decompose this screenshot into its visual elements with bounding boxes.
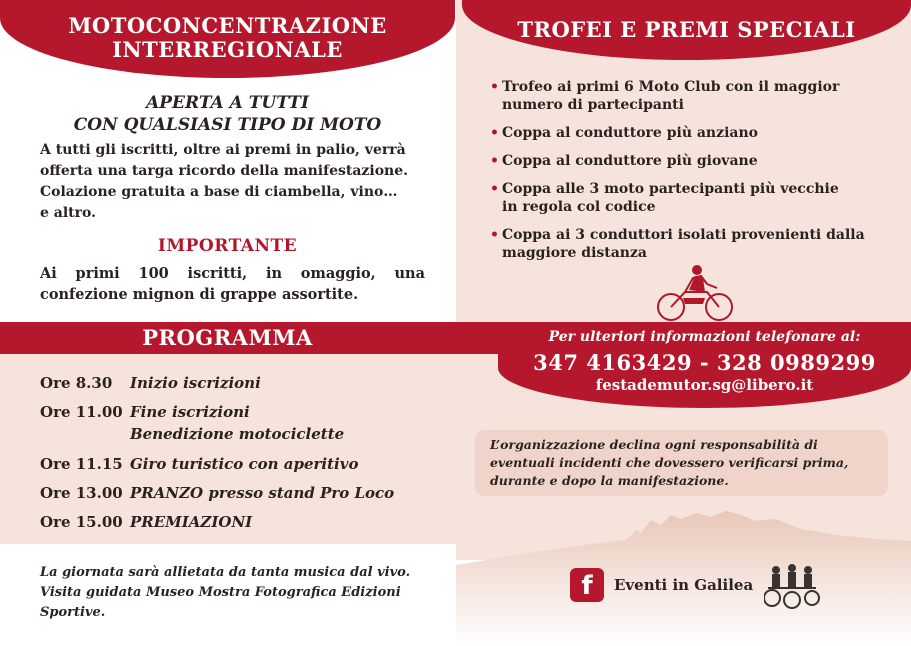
schedule-row <box>40 402 250 422</box>
intro-line: e altro. <box>40 205 96 221</box>
disclaimer-text <box>490 436 880 490</box>
schedule-row <box>40 454 358 474</box>
disclaimer-line: L’organizzazione declina ogni responsabilità di <box>490 437 818 452</box>
schedule-row <box>40 373 261 393</box>
facebook-icon[interactable]: f <box>570 568 604 602</box>
prize-item: • Coppa al conduttore più anziano <box>490 125 758 141</box>
intro-paragraph <box>40 140 425 224</box>
footer-line: Sportive. <box>40 605 106 620</box>
schedule-time: Ore 8.30 <box>40 374 113 392</box>
prizes-title: TROFEI E PREMI SPECIALI <box>462 0 911 60</box>
schedule-event: PRANZO presso stand Pro Loco <box>130 484 395 502</box>
schedule-event: Benedizione motociclette <box>130 425 345 443</box>
program-title: PROGRAMMA <box>142 325 313 350</box>
contact-info-box <box>498 322 911 408</box>
event-title-line2: INTERREGIONALE <box>112 37 343 62</box>
schedule-event: Fine iscrizioni <box>130 403 250 421</box>
prize-item: • Coppa al conduttore più giovane <box>490 153 758 169</box>
subtitle-line2: CON QUALSIASI TIPO DI MOTO <box>73 115 382 135</box>
prizes-list <box>490 78 885 272</box>
schedule-time: Ore 11.00 <box>40 403 123 421</box>
schedule-event: Inizio iscrizioni <box>130 374 261 392</box>
prize-item: • Trofeo ai primi 6 Moto Club con il maggior numero di partecipanti <box>490 79 840 113</box>
disclaimer-line: durante e dopo la manifestazione. <box>490 473 729 488</box>
schedule-row-continued <box>40 424 344 444</box>
intro-line: A tutti gli iscritti, oltre ai premi in palio, verrà <box>40 142 406 158</box>
schedule-time: Ore 11.15 <box>40 455 123 473</box>
important-text: Ai primi 100 iscritti, in omaggio, una confezione mignon di grappe assortite. <box>40 265 425 303</box>
contact-email: festademutor.sg@libero.it <box>595 376 814 394</box>
schedule-time: Ore 15.00 <box>40 513 123 531</box>
subtitle-line1: APERTA A TUTTI <box>146 93 309 113</box>
event-title-line1: MOTOCONCENTRAZIONE <box>68 13 387 38</box>
footer-note <box>40 563 440 623</box>
intro-line: offerta una targa ricordo della manifestazione. <box>40 163 408 179</box>
prize-item: • Coppa ai 3 conduttori isolati provenienti dalla maggiore distanza <box>490 227 865 261</box>
important-title: IMPORTANTE <box>157 236 298 256</box>
event-title-banner <box>0 0 455 78</box>
facebook-page-link[interactable]: Eventi in Galilea <box>614 576 754 594</box>
schedule-row <box>40 483 394 503</box>
footer-line: Visita guidata Museo Mostra Fotografica Edizioni <box>40 585 401 600</box>
schedule-time: Ore 13.00 <box>40 484 123 502</box>
prize-item: • Coppa alle 3 moto partecipanti più vecchie in regola col codice <box>490 181 839 215</box>
intro-line: Colazione gratuita a base di ciambella, vino… <box>40 184 398 200</box>
footer-line: La giornata sarà allietata da tanta musica dal vivo. <box>40 565 411 580</box>
motorcycle-rider-illustration <box>655 262 737 324</box>
vintage-riders-logo <box>764 560 820 610</box>
schedule-row <box>40 512 252 532</box>
phone-numbers: 347 4163429 - 328 0989299 <box>533 350 876 375</box>
schedule-event: PREMIAZIONI <box>130 513 253 531</box>
contact-label: Per ulteriori informazioni telefonare al: <box>548 329 861 345</box>
disclaimer-line: eventuali incidenti che dovessero verificarsi prima, <box>490 455 849 470</box>
schedule-event: Giro turistico con aperitivo <box>130 455 359 473</box>
